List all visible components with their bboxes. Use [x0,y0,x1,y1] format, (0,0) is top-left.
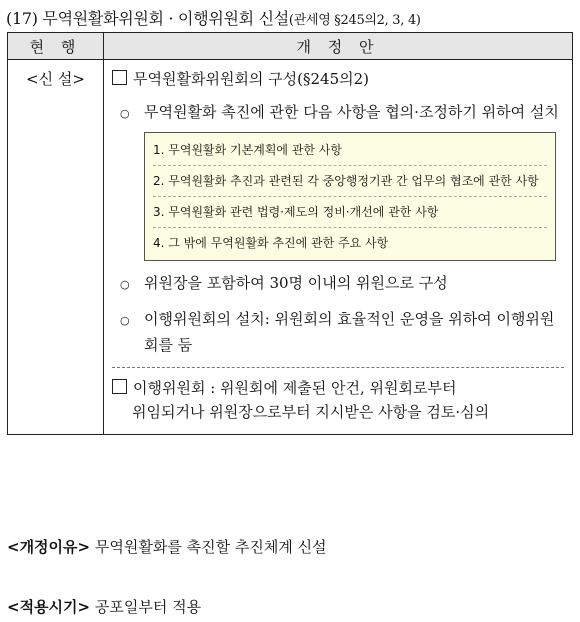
checkbox-square-icon [112,379,127,394]
revision-heading [112,68,564,90]
title-sub: (관세영 §245의2, 3, 4) [288,13,421,28]
bullet-item [112,271,564,297]
implementation-committee-paragraph [112,367,564,424]
effective-date [7,596,201,617]
paragraph-line: 위임되거나 위원장으로부터 지시받은 사항을 검토·심의 [132,403,490,421]
bullet-text: 이행위원회의 설치: 위원회의 효율적인 운영을 위하여 이행위원회를 둠 [144,310,555,354]
revised-cell [104,60,573,435]
reason-text: 무역원활화를 촉진할 추진체계 신설 [94,538,327,556]
bullet-text: 무역원활화 촉진에 관한 다음 사항을 협의·조정하기 위하여 설치 [144,103,559,121]
effective-text: 공포일부터 적용 [94,598,202,616]
box-item: 1. 무역원활화 기본계획에 관한 사항 [153,135,547,166]
header-current: 현 행 [8,33,104,60]
title-main: (17) 무역원활화위원회 · 이행위원회 신설 [6,9,289,28]
circle-bullet-icon: ○ [120,107,130,120]
current-cell: <신 설> [8,60,104,435]
circle-bullet-icon: ○ [120,278,130,291]
matters-box [144,132,556,261]
revision-reason [7,536,327,557]
comparison-table [7,32,573,435]
section-title [6,6,576,29]
paragraph-line: 이행위원회 : 위원회에 제출된 안건, 위원회로부터 [133,379,457,397]
header-revised: 개 정 안 [104,33,573,60]
table-row [8,60,573,435]
box-item: 2. 무역원활화 추진과 관련된 각 중앙행정기관 간 업무의 협조에 관한 사항 [153,166,547,197]
reason-label: <개정이유> [7,538,91,556]
table-header-row [8,33,573,60]
circle-bullet-icon: ○ [120,314,130,327]
bullet-item [112,307,564,357]
checkbox-square-icon [112,70,127,85]
box-item: 4. 그 밖에 무역원활화 추진에 관한 주요 사항 [153,236,389,250]
box-item: 3. 무역원활화 관련 법령·제도의 정비·개선에 관한 사항 [153,197,547,228]
bullet-item [112,100,564,126]
heading-text: 무역원활화위원회의 구성(§245의2) [133,70,370,88]
bullet-text: 위원장을 포함하여 30명 이내의 위원으로 구성 [144,274,448,292]
effective-label: <적용시기> [7,598,91,616]
